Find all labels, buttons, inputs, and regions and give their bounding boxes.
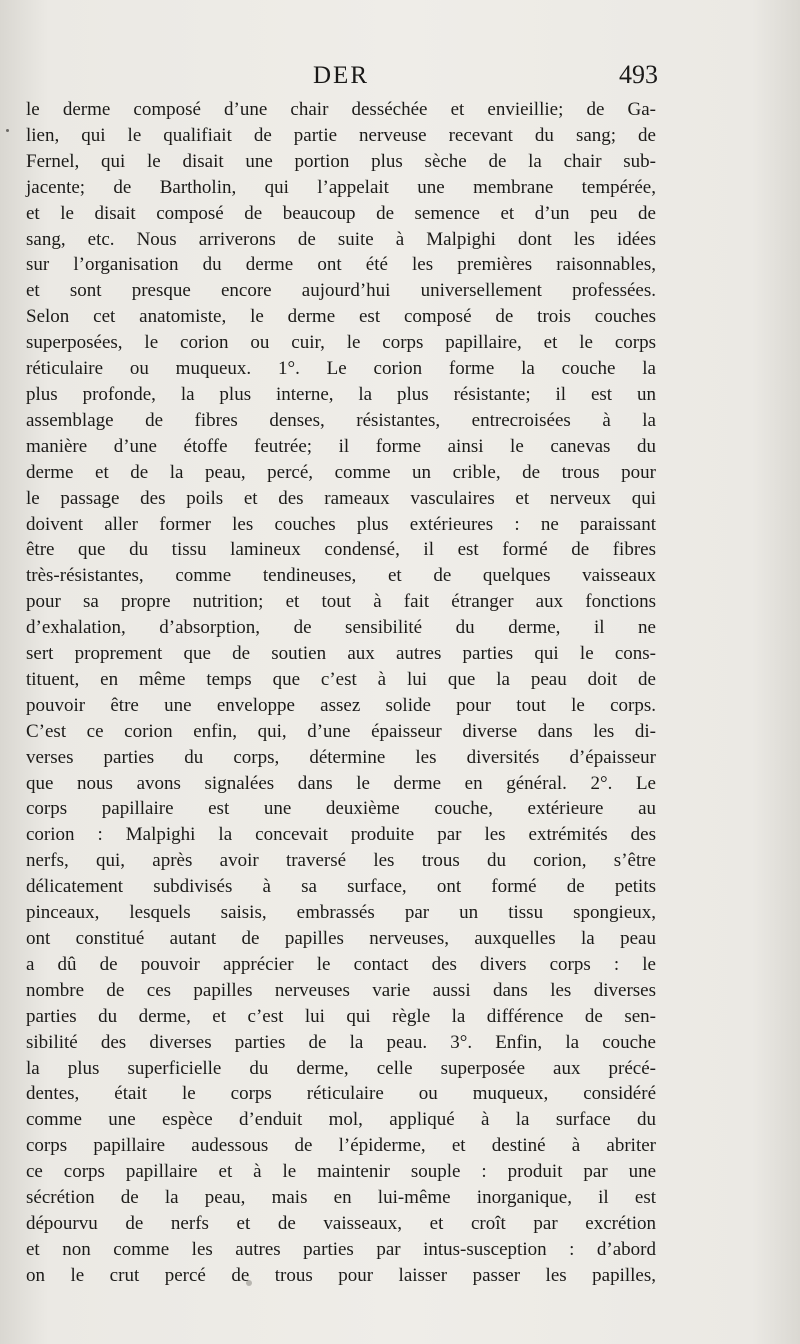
text-line: jacente; de Bartholin, qui l’appelait une membrane tempérée,: [26, 176, 656, 198]
text-line: corps papillaire audessous de l’épiderme, et destiné à abriter: [26, 1135, 656, 1157]
text-line: d’exhalation, d’absorption, de sensibilité du derme, il ne: [26, 617, 656, 639]
text-line: dépourvu de nerfs et de vaisseaux, et croît par excrétion: [26, 1212, 656, 1234]
text-line: ce corps papillaire et à le maintenir souple : produit par une: [26, 1161, 656, 1183]
text-line: réticulaire ou muqueux. 1°. Le corion forme la couche la: [26, 358, 656, 380]
text-line: a dû de pouvoir apprécier le contact des divers corps : le: [26, 953, 656, 975]
text-line: être que du tissu lamineux condensé, il est formé de fibres: [26, 539, 656, 561]
text-line: pinceaux, lesquels saisis, embrassés par un tissu spongieux,: [26, 902, 656, 924]
text-line: ont constitué autant de papilles nerveuses, auxquelles la peau: [26, 928, 656, 949]
text-line: assemblage de fibres denses, résistantes, entrecroisées à la: [26, 409, 656, 431]
text-line: plus profonde, la plus interne, la plus résistante; il est un: [26, 383, 656, 405]
text-line: Fernel, qui le disait une portion plus sèche de la chair sub-: [26, 150, 656, 172]
text-line: et non comme les autres parties par intus-susception : d’abord: [26, 1238, 656, 1260]
text-line: pour sa propre nutrition; et tout à fait étranger aux fonctions: [26, 591, 656, 613]
text-line: derme et de la peau, percé, comme un crible, de trous pour: [26, 461, 656, 483]
page-number: 493: [619, 60, 658, 89]
text-line: délicatement subdivisés à sa surface, ont formé de petits: [26, 876, 656, 898]
text-line: que nous avons signalées dans le derme en général. 2°. Le: [26, 772, 656, 794]
text-line: et le disait composé de beaucoup de semence et d’un peu de: [26, 202, 656, 224]
text-line: nerfs, qui, après avoir traversé les trous du corion, s’être: [26, 850, 656, 872]
text-line: tituent, en même temps que c’est à lui que la peau doit de: [26, 668, 656, 690]
text-line: la plus superficielle du derme, celle superposée aux précé-: [26, 1057, 656, 1079]
body-text: [26, 97, 656, 1289]
text-line: C’est ce corion enfin, qui, d’une épaisseur diverse dans les di-: [26, 720, 656, 742]
text-line: Selon cet anatomiste, le derme est composé de trois couches: [26, 306, 656, 328]
running-head: DER: [313, 62, 369, 89]
text-line: le passage des poils et des rameaux vasculaires et nerveux qui: [26, 487, 656, 509]
text-line: parties du derme, et c’est lui qui règle la différence de sen-: [26, 1005, 656, 1027]
text-line: sang, etc. Nous arriverons de suite à Malpighi dont les idées: [26, 228, 656, 250]
text-line: très-résistantes, comme tendineuses, et de quelques vaisseaux: [26, 565, 656, 587]
text-line: nombre de ces papilles nerveuses varie aussi dans les diverses: [26, 979, 656, 1001]
text-line: sur l’organisation du derme ont été les premières raisonnables,: [26, 254, 656, 276]
text-line: superposées, le corion ou cuir, le corps papillaire, et le corps: [26, 332, 656, 354]
page-header: [26, 58, 656, 94]
text-line: verses parties du corps, détermine les diversités d’épaisseur: [26, 746, 656, 768]
text-line: comme une espèce d’enduit mol, appliqué à la surface du: [26, 1109, 656, 1131]
text-line: sécrétion de la peau, mais en lui-même inorganique, il est: [26, 1187, 656, 1209]
text-line: doivent aller former les couches plus extérieures : ne paraissant: [26, 513, 656, 535]
text-line: et sont presque encore aujourd’hui universellement professées.: [26, 280, 656, 302]
text-line: le derme composé d’une chair desséchée et envieillie; de Ga-: [26, 99, 656, 120]
text-line: sert proprement que de soutien aux autres parties qui le cons-: [26, 643, 656, 665]
text-line: pouvoir être une enveloppe assez solide pour tout le corps.: [26, 694, 656, 716]
text-line: dentes, était le corps réticulaire ou muqueux, considéré: [26, 1083, 656, 1105]
margin-mark: [6, 129, 9, 132]
text-line: manière d’une étoffe feutrée; il forme ainsi le canevas du: [26, 435, 656, 457]
text-line: corion : Malpighi la concevait produite par les extrémités des: [26, 824, 656, 846]
text-line: on le crut percé de trous pour laisser passer les papilles,: [26, 1264, 656, 1286]
text-line: corps papillaire est une deuxième couche, extérieure au: [26, 798, 656, 820]
text-line: lien, qui le qualifiait de partie nerveuse recevant du sang; de: [26, 124, 656, 146]
text-line: sibilité des diverses parties de la peau. 3°. Enfin, la couche: [26, 1031, 656, 1053]
